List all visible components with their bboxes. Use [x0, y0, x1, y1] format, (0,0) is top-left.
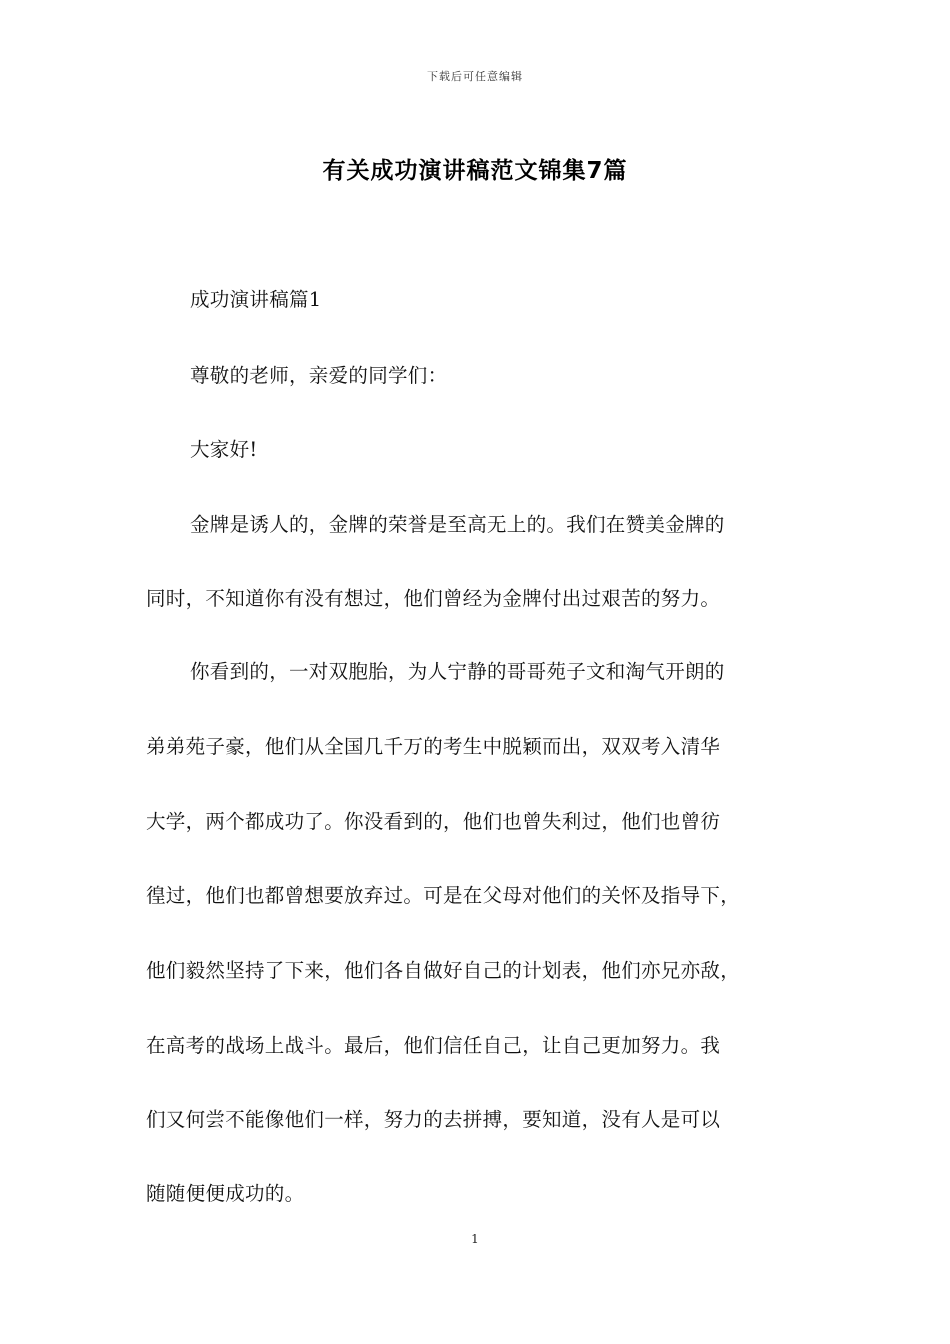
paragraph-2-line-6: 在高考的战场上战斗。最后，他们信任自己，让自己更加努力。我 [146, 1034, 721, 1057]
header-note: 下载后可任意编辑 [427, 70, 523, 83]
greeting: 大家好! [190, 438, 258, 461]
section-heading: 成功演讲稿篇1 [190, 288, 322, 311]
paragraph-1-line-1: 金牌是诱人的，金牌的荣誉是至高无上的。我们在赞美金牌的 [190, 513, 725, 536]
paragraph-1-line-2: 同时，不知道你有没有想过，他们曾经为金牌付出过艰苦的努力。 [146, 587, 721, 610]
paragraph-2-line-2: 弟弟苑子豪，他们从全国几千万的考生中脱颖而出，双双考入清华 [146, 735, 721, 758]
paragraph-2-line-4: 徨过，他们也都曾想要放弃过。可是在父母对他们的关怀及指导下， [146, 884, 741, 907]
paragraph-2-line-3: 大学，两个都成功了。你没看到的，他们也曾失利过，他们也曾彷 [146, 810, 721, 833]
salutation: 尊敬的老师，亲爱的同学们： [190, 364, 448, 387]
paragraph-2-line-1: 你看到的，一对双胞胎，为人宁静的哥哥苑子文和淘气开朗的 [190, 660, 725, 683]
paragraph-2-line-5: 他们毅然坚持了下来，他们各自做好自己的计划表，他们亦兄亦敌， [146, 959, 741, 982]
page-number: 1 [471, 1232, 479, 1246]
paragraph-2-line-7: 们又何尝不能像他们一样，努力的去拼搏，要知道，没有人是可以 [146, 1108, 721, 1131]
paragraph-2-line-8: 随随便便成功的。 [146, 1182, 305, 1205]
document-title: 有关成功演讲稿范文锦集7篇 [322, 158, 628, 184]
